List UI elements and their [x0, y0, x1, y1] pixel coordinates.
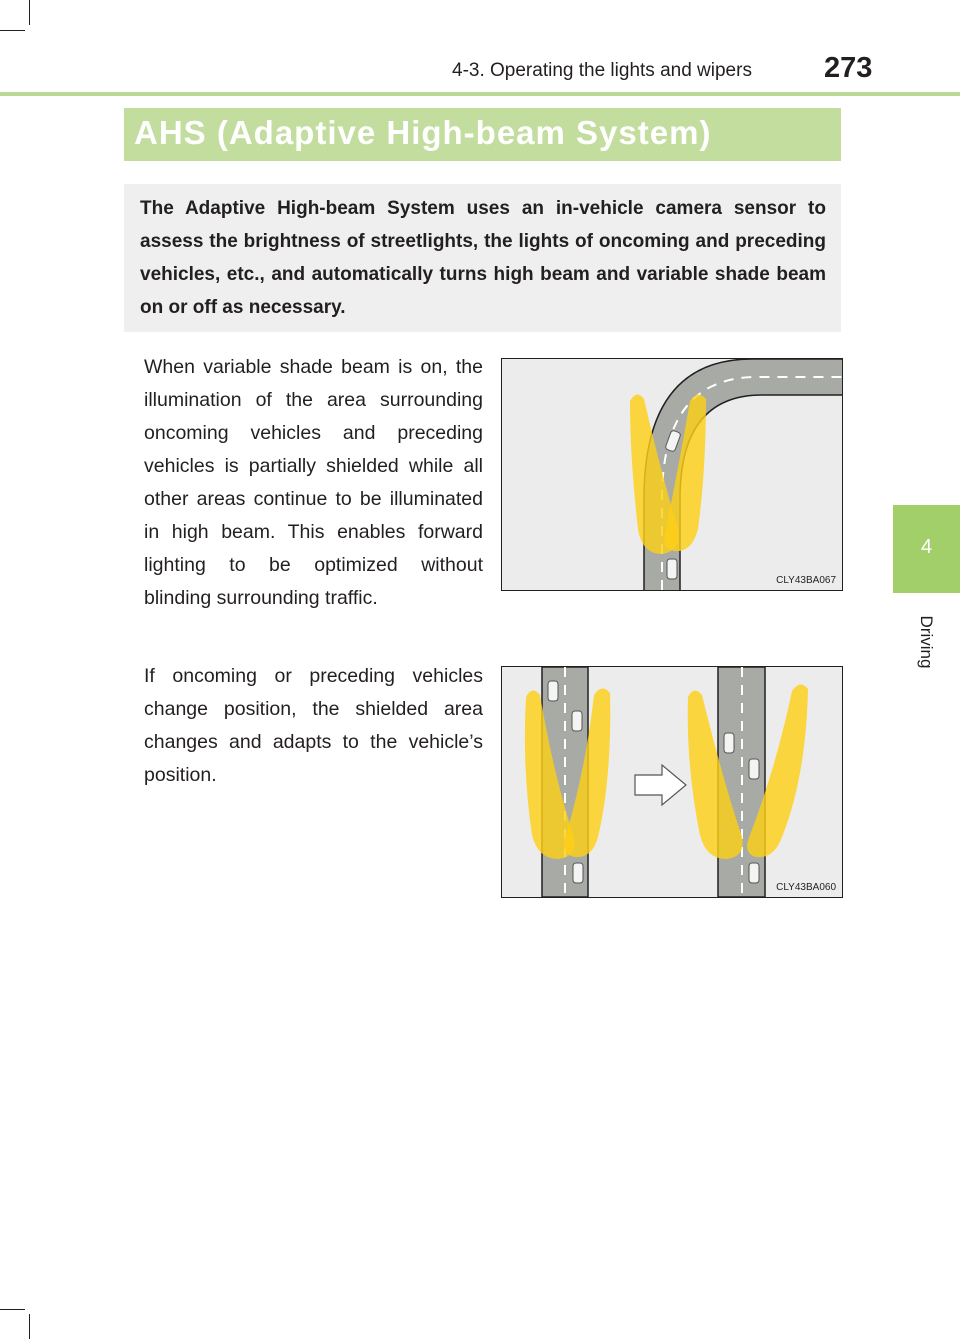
figure-code: CLY43BA067	[776, 575, 836, 586]
car-icon	[572, 711, 582, 731]
crop-mark	[0, 1309, 25, 1310]
header-rule	[0, 92, 960, 96]
car-icon	[749, 759, 759, 779]
chapter-label	[915, 602, 937, 682]
figure-code: CLY43BA060	[776, 882, 836, 893]
car-icon	[573, 863, 583, 883]
car-icon	[749, 863, 759, 883]
curved-road-illustration	[502, 359, 842, 590]
crop-mark	[29, 1314, 30, 1339]
section-title-bar	[124, 108, 841, 161]
crop-mark	[29, 0, 30, 25]
body-paragraph: When variable shade beam is on, the illumination of the area surrounding oncoming vehicles and preceding vehicles is partially shielded while all other areas continue to be illuminated in high beam. This enables forward lighting to be optimized without blinding surrounding traffic.	[144, 356, 483, 609]
intro-box	[124, 184, 841, 332]
car-icon	[724, 733, 734, 753]
intro-text: The Adaptive High-beam System uses an in-vehicle camera sensor to assess the brightness of streetlights, the lights of oncoming and preceding vehicles, etc., and automatically turns high beam and variable shade beam on or off as necessary.	[140, 198, 826, 318]
figure-straight-roads	[501, 666, 843, 898]
section-title: AHS (Adaptive High-beam System)	[134, 114, 712, 151]
car-icon	[667, 559, 677, 579]
chapter-label-text: Driving	[917, 615, 936, 669]
header-section-title: 4-3. Operating the lights and wipers	[452, 60, 752, 81]
crop-mark	[0, 30, 25, 31]
page-number: 273	[824, 52, 873, 84]
chapter-number: 4	[920, 536, 933, 558]
figure-curved-road	[501, 358, 843, 591]
body-paragraph: If oncoming or preceding vehicles change position, the shielded area changes and adapts to the vehicle’s position.	[144, 665, 483, 786]
straight-roads-illustration	[502, 667, 842, 897]
car-icon	[548, 681, 558, 701]
